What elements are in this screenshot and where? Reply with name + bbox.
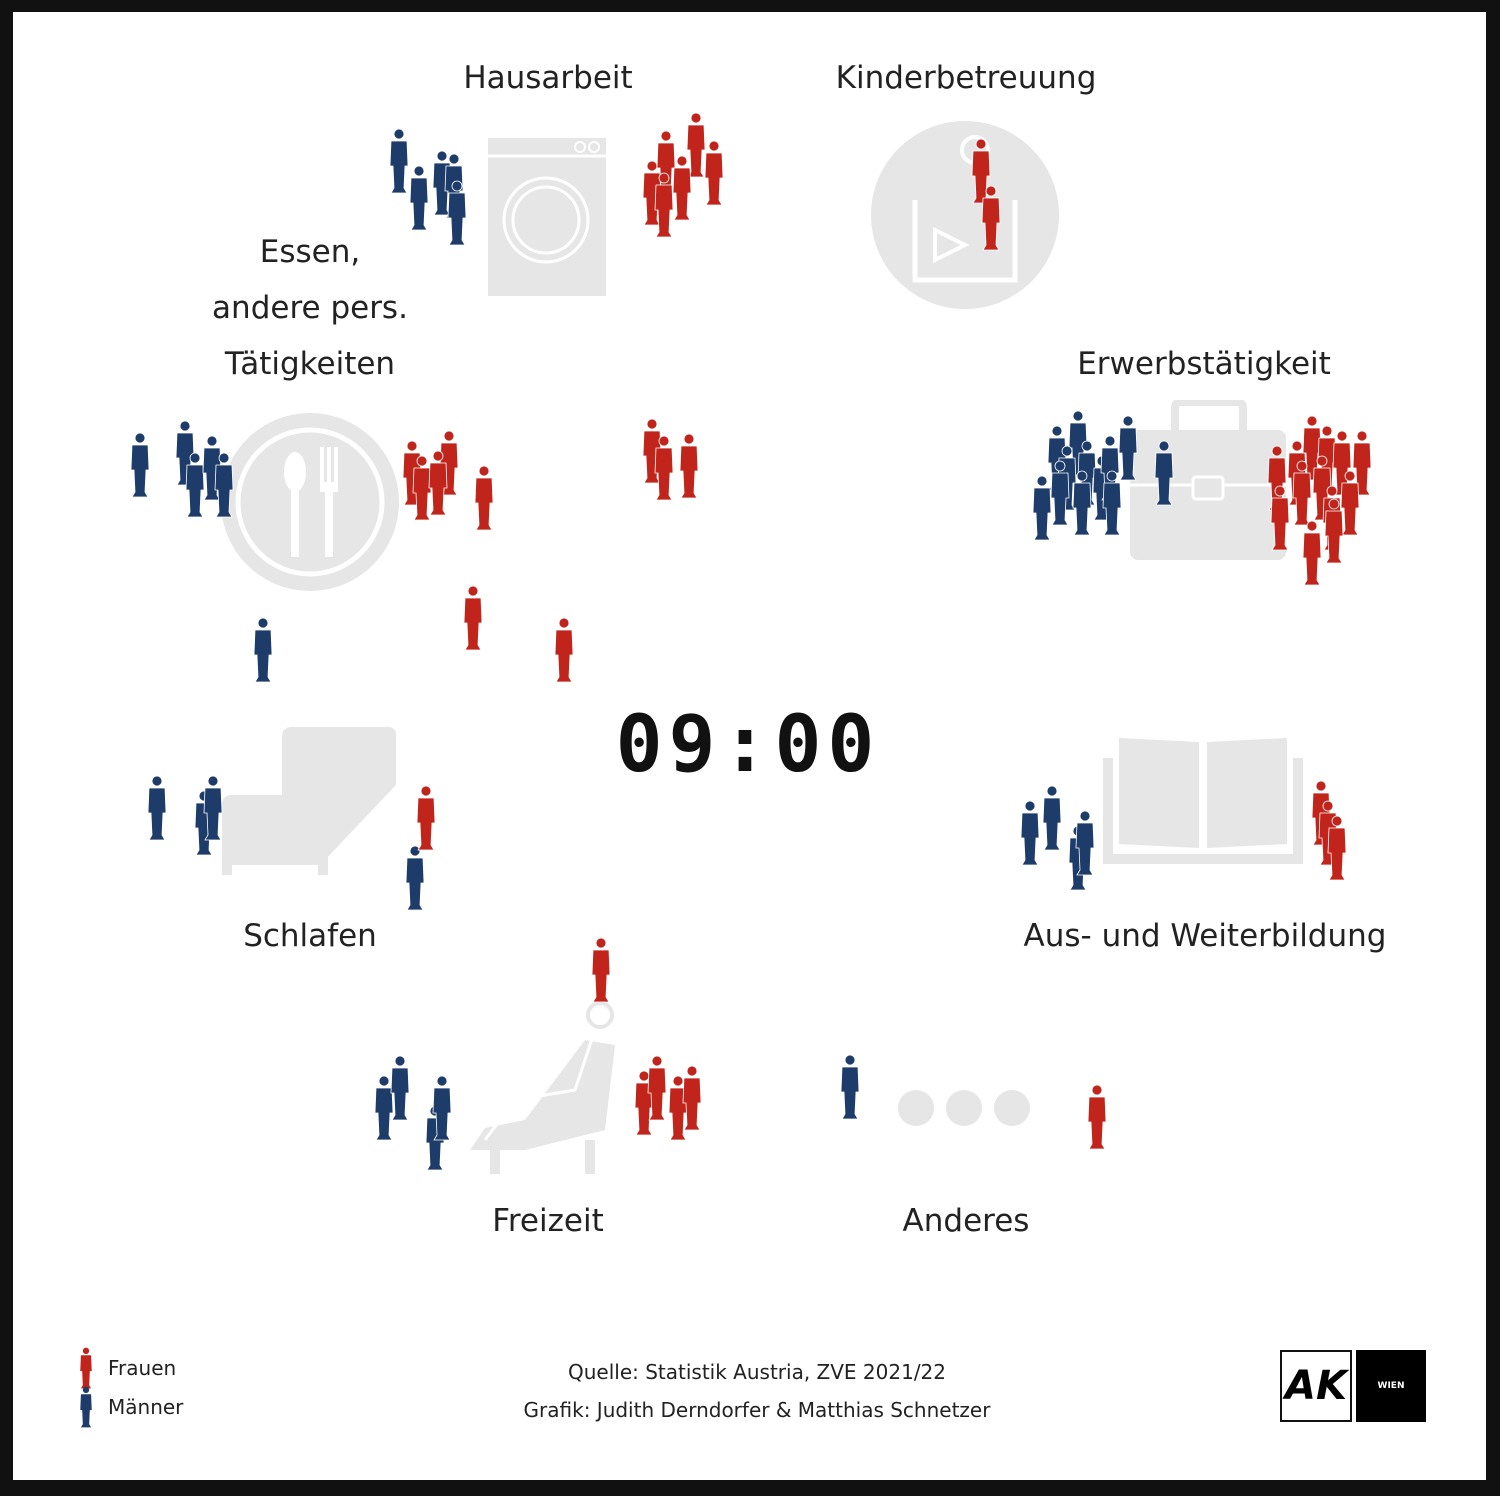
woman-figure — [979, 185, 1003, 251]
man-figure — [1100, 470, 1124, 536]
book-icon — [1103, 738, 1305, 866]
woman-figure-icon — [78, 1347, 94, 1389]
woman-figure — [702, 140, 726, 206]
woman-figure — [1085, 1084, 1109, 1150]
label-schlafen: Schlafen — [243, 918, 377, 954]
man-figure — [1048, 460, 1072, 526]
legend-item-women — [78, 1347, 176, 1389]
label-hausarbeit: Hausarbeit — [463, 60, 633, 96]
woman-figure — [652, 172, 676, 238]
wien-logo-box: WIEN — [1356, 1350, 1426, 1422]
man-figure — [128, 432, 152, 498]
label-freizeit: Freizeit — [492, 1203, 604, 1239]
man-figure — [212, 452, 236, 518]
label-essen — [212, 224, 408, 392]
woman-figure — [680, 1065, 704, 1131]
credit-text: Grafik: Judith Derndorfer & Matthias Schnetzer — [523, 1398, 991, 1422]
man-figure — [201, 775, 225, 841]
bed-icon — [220, 725, 398, 877]
source-text: Quelle: Statistik Austria, ZVE 2021/22 — [567, 1360, 947, 1384]
label-essen-line3: Tätigkeiten — [224, 346, 396, 382]
woman-figure — [589, 937, 613, 1003]
man-figure-icon — [78, 1386, 94, 1428]
legend-women-label: Frauen — [108, 1356, 177, 1380]
man-figure — [445, 180, 469, 246]
armchair-person-icon — [465, 1000, 635, 1175]
man-figure — [1152, 440, 1176, 506]
man-figure — [430, 1075, 454, 1141]
woman-figure — [1268, 485, 1292, 551]
ak-wien-logo — [1280, 1350, 1426, 1422]
washing-machine-icon — [488, 138, 608, 298]
man-figure — [1070, 470, 1094, 536]
label-anderes: Anderes — [902, 1203, 1030, 1239]
man-figure — [1040, 785, 1064, 851]
man-figure — [838, 1054, 862, 1120]
legend-item-men — [78, 1386, 183, 1428]
man-figure — [407, 165, 431, 231]
ellipsis-icon — [896, 1088, 1036, 1128]
label-essen-line1: Essen, — [259, 234, 361, 270]
woman-figure — [426, 450, 450, 516]
man-figure — [145, 775, 169, 841]
woman-figure — [461, 585, 485, 651]
clock-display: 09:00 — [615, 700, 881, 790]
man-figure — [1073, 810, 1097, 876]
man-figure — [251, 617, 275, 683]
childcare-icon — [870, 120, 1060, 310]
label-essen-line2: andere pers. — [212, 290, 408, 326]
label-bildung: Aus- und Weiterbildung — [1023, 918, 1387, 954]
woman-figure — [552, 617, 576, 683]
ak-logo-box: AK — [1280, 1350, 1352, 1422]
label-kinderbetreuung: Kinderbetreuung — [835, 60, 1097, 96]
woman-figure — [1325, 815, 1349, 881]
woman-figure — [414, 785, 438, 851]
woman-figure — [1322, 498, 1346, 564]
man-figure — [1018, 800, 1042, 866]
woman-figure — [652, 435, 676, 501]
man-figure — [388, 1055, 412, 1121]
woman-figure — [1300, 520, 1324, 586]
plate-cutlery-icon — [220, 412, 400, 592]
woman-figure — [677, 433, 701, 499]
man-figure — [403, 845, 427, 911]
legend-men-label: Männer — [108, 1395, 184, 1419]
woman-figure — [472, 465, 496, 531]
label-erwerb: Erwerbstätigkeit — [1077, 346, 1331, 382]
